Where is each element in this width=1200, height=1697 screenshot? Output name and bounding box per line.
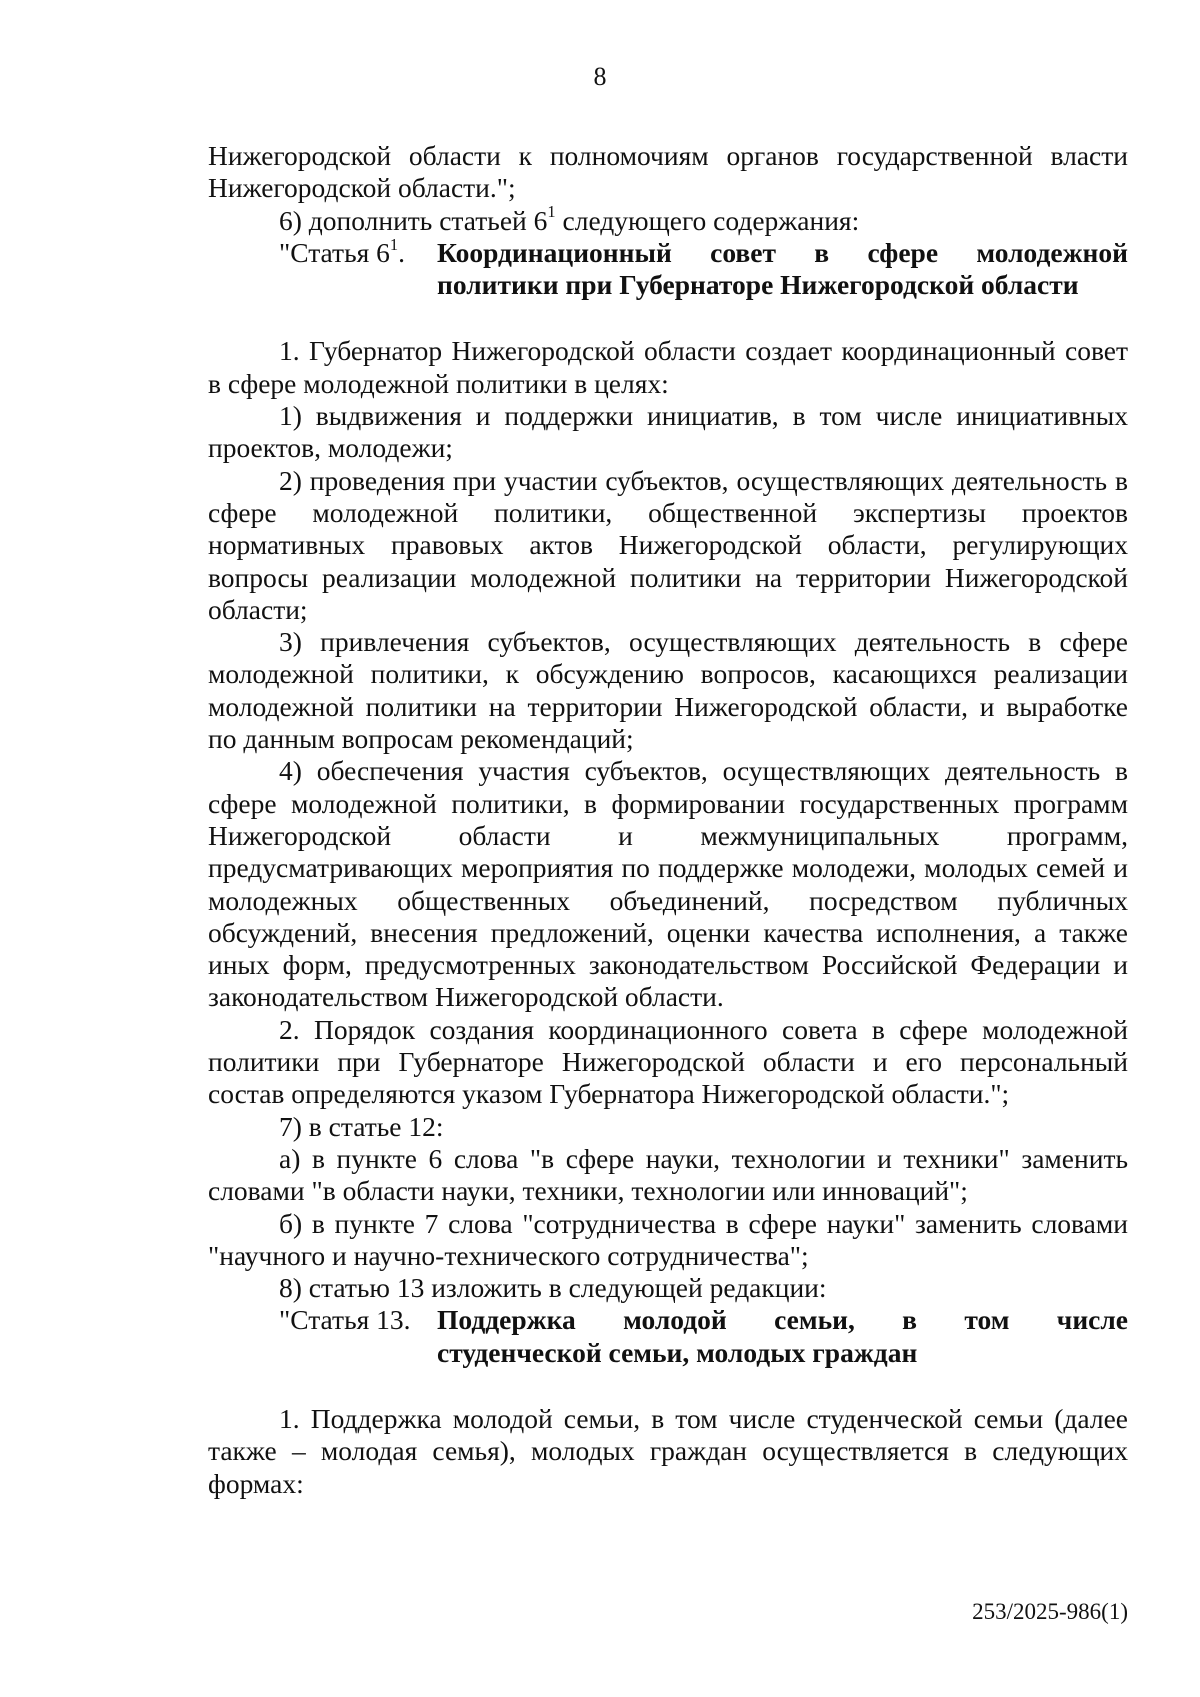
- article-6-title: [437, 237, 1128, 302]
- paragraph: 1. Губернатор Нижегородской области создает координационный совет в сфере молодежной политики в целях:: [208, 335, 1128, 399]
- article-13-title-line1: Поддержка молодой семьи, в том числе: [437, 1304, 1128, 1336]
- paragraph: 3) привлечения субъектов, осуществляющих деятельность в сфере молодежной политики, к обсуждению вопросов, касающихся реализации молодежной политики на территории Нижегородской области, и выработке по данным вопросам рекомендаций;: [208, 626, 1128, 755]
- item6-suffix: следующего содержания:: [555, 204, 860, 236]
- paragraph: 7) в статье 12:: [279, 1110, 444, 1142]
- document-body: [208, 140, 1128, 1500]
- article-6-title-line2: политики при Губернаторе Нижегородской области: [437, 269, 1079, 301]
- article-6-label-text: "Статья 6: [279, 236, 390, 268]
- article-6-label: [208, 234, 437, 302]
- article-13-title: [437, 1304, 1128, 1369]
- paragraph: 8) статью 13 изложить в следующей редакции:: [279, 1272, 827, 1304]
- spacer: [208, 301, 1128, 335]
- paragraph: а) в пункте 6 слова "в сфере науки, технологии и техники" заменить словами "в области науки, техники, технологии или инноваций";: [208, 1142, 1128, 1207]
- paragraph-item-6: [208, 202, 1128, 237]
- paragraph: б) в пункте 7 слова "сотрудничества в сфере науки" заменить словами "научного и научно-технического сотрудничества";: [208, 1207, 1128, 1271]
- paragraph: 1. Поддержка молодой семьи, в том числе студенческой семьи (далее также – молодая семья), молодых граждан осуществляется в следующих формах:: [208, 1402, 1128, 1499]
- article-6-label-dot: .: [398, 236, 406, 268]
- spacer: [208, 1369, 1128, 1403]
- article-6-title-line1: Координационный совет в сфере молодежной: [437, 236, 1128, 268]
- document-code: 253/2025-986(1): [972, 1599, 1128, 1624]
- article-13-label: "Статья 13.: [279, 1304, 411, 1336]
- page-number: 8: [593, 62, 607, 91]
- paragraph: 1) выдвижения и поддержки инициатив, в том числе инициативных проектов, молодежи;: [208, 400, 1128, 464]
- item6-prefix: 6) дополнить статьей 6: [279, 204, 548, 236]
- article-13-heading: [208, 1304, 1128, 1369]
- paragraph: 4) обеспечения участия субъектов, осуществляющих деятельность в сфере молодежной политики, в формировании государственных программ Нижегородской области и межмуниципальных программ, предусматривающих мероприятия по поддержке молодежи, молодых семей и молодежных общественных объединений, посредством публичных обсуждений, внесения предложений, оценки качества исполнения, а также иных форм, предусмотренных законодательством Российской Федерации и законодательством Нижегородской области.: [208, 755, 1128, 1013]
- article-6-heading: [208, 234, 1128, 302]
- article-6-label-sup: 1: [389, 234, 399, 254]
- paragraph: 2. Порядок создания координационного совета в сфере молодежной политики при Губернаторе Нижегородской области и его персональный состав определяются указом Губернатора Нижегородской области.";: [208, 1013, 1128, 1110]
- paragraph: 2) проведения при участии субъектов, осуществляющих деятельность в сфере молодежной политики, общественной экспертизы проектов нормативных правовых актов Нижегородской области, регулирующих вопросы реализации молодежной политики на территории Нижегородской области;: [208, 464, 1128, 625]
- article-13-title-line2: студенческой семьи, молодых граждан: [437, 1336, 918, 1368]
- paragraph: Нижегородской области к полномочиям органов государственной власти Нижегородской области.";: [208, 140, 1128, 204]
- item6-sup: 1: [547, 202, 556, 222]
